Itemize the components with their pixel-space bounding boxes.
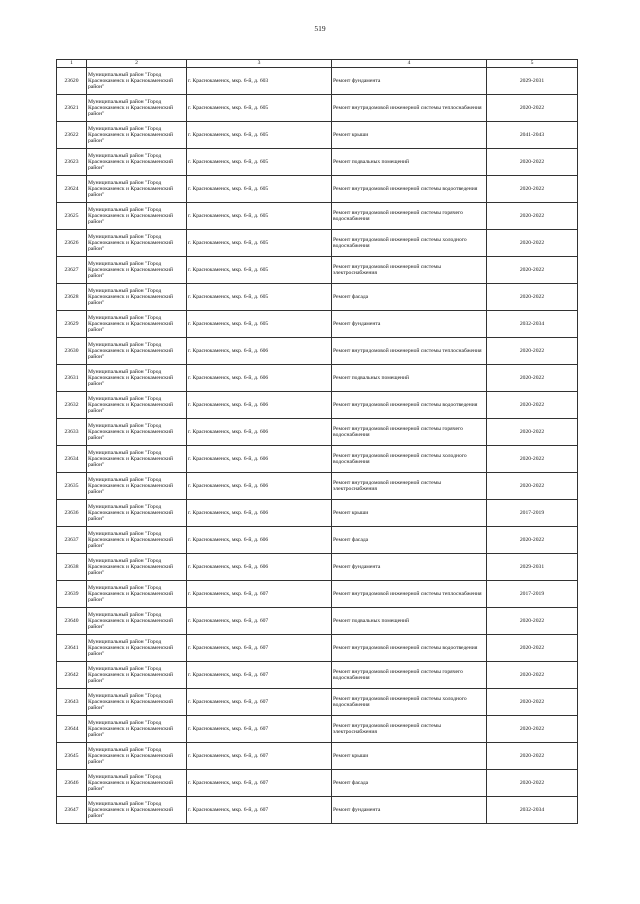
table-row	[57, 797, 578, 824]
row-number-cell: 23632	[57, 392, 87, 419]
table-row	[57, 554, 578, 581]
period-cell: 2020-2022	[487, 392, 578, 419]
table-row	[57, 338, 578, 365]
period-cell: 2020-2022	[487, 473, 578, 500]
period-cell: 2020-2022	[487, 149, 578, 176]
table-row	[57, 581, 578, 608]
address-cell: г. Краснокаменск, мкр. 6-й, д. 605	[187, 176, 332, 203]
period-cell: 2020-2022	[487, 527, 578, 554]
district-cell: Муниципальный район "Город Краснокаменск и Краснокаменский район"	[87, 68, 187, 95]
row-number-cell: 23642	[57, 662, 87, 689]
column-header: 1	[57, 60, 87, 68]
row-number-cell: 23635	[57, 473, 87, 500]
work-type-cell: Ремонт подвальных помещений	[332, 149, 487, 176]
work-type-cell: Ремонт подвальных помещений	[332, 365, 487, 392]
address-cell: г. Краснокаменск, мкр. 6-й, д. 607	[187, 716, 332, 743]
address-cell: г. Краснокаменск, мкр. 6-й, д. 607	[187, 689, 332, 716]
table-row	[57, 446, 578, 473]
row-number-cell: 23627	[57, 257, 87, 284]
row-number-cell: 23624	[57, 176, 87, 203]
row-number-cell: 23645	[57, 743, 87, 770]
district-cell: Муниципальный район "Город Краснокаменск и Краснокаменский район"	[87, 446, 187, 473]
row-number-cell: 23639	[57, 581, 87, 608]
address-cell: г. Краснокаменск, мкр. 6-й, д. 606	[187, 500, 332, 527]
address-cell: г. Краснокаменск, мкр. 6-й, д. 605	[187, 95, 332, 122]
work-type-cell: Ремонт внутридомовой инженерной системы теплоснабжения	[332, 581, 487, 608]
address-cell: г. Краснокаменск, мкр. 6-й, д. 605	[187, 230, 332, 257]
row-number-cell: 23628	[57, 284, 87, 311]
table-row	[57, 284, 578, 311]
address-cell: г. Краснокаменск, мкр. 6-й, д. 606	[187, 365, 332, 392]
address-cell: г. Краснокаменск, мкр. 6-й, д. 605	[187, 311, 332, 338]
row-number-cell: 23626	[57, 230, 87, 257]
row-number-cell: 23622	[57, 122, 87, 149]
district-cell: Муниципальный район "Город Краснокаменск и Краснокаменский район"	[87, 608, 187, 635]
row-number-cell: 23636	[57, 500, 87, 527]
district-cell: Муниципальный район "Город Краснокаменск и Краснокаменский район"	[87, 365, 187, 392]
table-row	[57, 635, 578, 662]
period-cell: 2020-2022	[487, 284, 578, 311]
period-cell: 2020-2022	[487, 743, 578, 770]
work-type-cell: Ремонт фасада	[332, 284, 487, 311]
district-cell: Муниципальный район "Город Краснокаменск и Краснокаменский район"	[87, 419, 187, 446]
address-cell: г. Краснокаменск, мкр. 6-й, д. 607	[187, 662, 332, 689]
district-cell: Муниципальный район "Город Краснокаменск и Краснокаменский район"	[87, 473, 187, 500]
period-cell: 2020-2022	[487, 446, 578, 473]
address-cell: г. Краснокаменск, мкр. 6-й, д. 606	[187, 419, 332, 446]
address-cell: г. Краснокаменск, мкр. 6-й, д. 603	[187, 68, 332, 95]
period-cell: 2020-2022	[487, 95, 578, 122]
address-cell: г. Краснокаменск, мкр. 6-й, д. 607	[187, 581, 332, 608]
work-type-cell: Ремонт внутридомовой инженерной системы горячего водоснабжения	[332, 203, 487, 230]
period-cell: 2020-2022	[487, 365, 578, 392]
district-cell: Муниципальный район "Город Краснокаменск и Краснокаменский район"	[87, 527, 187, 554]
row-number-cell: 23625	[57, 203, 87, 230]
work-type-cell: Ремонт фундамента	[332, 68, 487, 95]
table-row	[57, 230, 578, 257]
table-row	[57, 419, 578, 446]
period-cell: 2029-2031	[487, 554, 578, 581]
address-cell: г. Краснокаменск, мкр. 6-й, д. 605	[187, 284, 332, 311]
period-cell: 2032-2034	[487, 311, 578, 338]
row-number-cell: 23629	[57, 311, 87, 338]
address-cell: г. Краснокаменск, мкр. 6-й, д. 607	[187, 770, 332, 797]
period-cell: 2041-2043	[487, 122, 578, 149]
period-cell: 2017-2019	[487, 500, 578, 527]
period-cell: 2020-2022	[487, 257, 578, 284]
period-cell: 2020-2022	[487, 176, 578, 203]
district-cell: Муниципальный район "Город Краснокаменск и Краснокаменский район"	[87, 284, 187, 311]
district-cell: Муниципальный район "Город Краснокаменск и Краснокаменский район"	[87, 797, 187, 824]
period-cell: 2020-2022	[487, 635, 578, 662]
period-cell: 2020-2022	[487, 230, 578, 257]
column-number-row	[57, 60, 578, 68]
district-cell: Муниципальный район "Город Краснокаменск и Краснокаменский район"	[87, 635, 187, 662]
period-cell: 2020-2022	[487, 203, 578, 230]
district-cell: Муниципальный район "Город Краснокаменск и Краснокаменский район"	[87, 581, 187, 608]
page-number: 519	[314, 24, 326, 33]
district-cell: Муниципальный район "Город Краснокаменск и Краснокаменский район"	[87, 257, 187, 284]
table-row	[57, 527, 578, 554]
row-number-cell: 23633	[57, 419, 87, 446]
address-cell: г. Краснокаменск, мкр. 6-й, д. 607	[187, 743, 332, 770]
district-cell: Муниципальный район "Город Краснокаменск и Краснокаменский район"	[87, 743, 187, 770]
district-cell: Муниципальный район "Город Краснокаменск и Краснокаменский район"	[87, 689, 187, 716]
table-row	[57, 716, 578, 743]
period-cell: 2029-2031	[487, 68, 578, 95]
table-row	[57, 392, 578, 419]
period-cell: 2020-2022	[487, 608, 578, 635]
table-row	[57, 203, 578, 230]
row-number-cell: 23644	[57, 716, 87, 743]
table-row	[57, 365, 578, 392]
table-row	[57, 473, 578, 500]
district-cell: Муниципальный район "Город Краснокаменск и Краснокаменский район"	[87, 392, 187, 419]
district-cell: Муниципальный район "Город Краснокаменск и Краснокаменский район"	[87, 311, 187, 338]
district-cell: Муниципальный район "Город Краснокаменск и Краснокаменский район"	[87, 554, 187, 581]
repair-registry-table	[56, 59, 578, 824]
period-cell: 2017-2019	[487, 581, 578, 608]
row-number-cell: 23643	[57, 689, 87, 716]
district-cell: Муниципальный район "Город Краснокаменск и Краснокаменский район"	[87, 770, 187, 797]
table-row	[57, 500, 578, 527]
table-row	[57, 149, 578, 176]
work-type-cell: Ремонт внутридомовой инженерной системы теплоснабжения	[332, 338, 487, 365]
table-row	[57, 770, 578, 797]
work-type-cell: Ремонт фундамента	[332, 311, 487, 338]
work-type-cell: Ремонт фасада	[332, 527, 487, 554]
row-number-cell: 23638	[57, 554, 87, 581]
column-header: 4	[332, 60, 487, 68]
district-cell: Муниципальный район "Город Краснокаменск и Краснокаменский район"	[87, 203, 187, 230]
period-cell: 2020-2022	[487, 716, 578, 743]
row-number-cell: 23631	[57, 365, 87, 392]
row-number-cell: 23621	[57, 95, 87, 122]
work-type-cell: Ремонт внутридомовой инженерной системы электроснабжения	[332, 257, 487, 284]
address-cell: г. Краснокаменск, мкр. 6-й, д. 605	[187, 122, 332, 149]
work-type-cell: Ремонт внутридомовой инженерной системы горячего водоснабжения	[332, 419, 487, 446]
work-type-cell: Ремонт фундамента	[332, 797, 487, 824]
address-cell: г. Краснокаменск, мкр. 6-й, д. 607	[187, 608, 332, 635]
work-type-cell: Ремонт внутридомовой инженерной системы водоотведения	[332, 176, 487, 203]
district-cell: Муниципальный район "Город Краснокаменск и Краснокаменский район"	[87, 338, 187, 365]
district-cell: Муниципальный район "Город Краснокаменск и Краснокаменский район"	[87, 230, 187, 257]
table-row	[57, 608, 578, 635]
work-type-cell: Ремонт крыши	[332, 500, 487, 527]
address-cell: г. Краснокаменск, мкр. 6-й, д. 606	[187, 527, 332, 554]
row-number-cell: 23647	[57, 797, 87, 824]
table-row	[57, 689, 578, 716]
district-cell: Муниципальный район "Город Краснокаменск и Краснокаменский район"	[87, 176, 187, 203]
period-cell: 2020-2022	[487, 770, 578, 797]
district-cell: Муниципальный район "Город Краснокаменск и Краснокаменский район"	[87, 716, 187, 743]
district-cell: Муниципальный район "Город Краснокаменск и Краснокаменский район"	[87, 662, 187, 689]
period-cell: 2020-2022	[487, 338, 578, 365]
work-type-cell: Ремонт подвальных помещений	[332, 608, 487, 635]
work-type-cell: Ремонт внутридомовой инженерной системы теплоснабжения	[332, 95, 487, 122]
table-row	[57, 311, 578, 338]
period-cell: 2020-2022	[487, 662, 578, 689]
work-type-cell: Ремонт внутридомовой инженерной системы водоотведения	[332, 635, 487, 662]
row-number-cell: 23641	[57, 635, 87, 662]
table-row	[57, 176, 578, 203]
address-cell: г. Краснокаменск, мкр. 6-й, д. 605	[187, 257, 332, 284]
table-row	[57, 743, 578, 770]
work-type-cell: Ремонт фундамента	[332, 554, 487, 581]
period-cell: 2032-2034	[487, 797, 578, 824]
address-cell: г. Краснокаменск, мкр. 6-й, д. 606	[187, 446, 332, 473]
column-header: 3	[187, 60, 332, 68]
work-type-cell: Ремонт внутридомовой инженерной системы электроснабжения	[332, 716, 487, 743]
address-cell: г. Краснокаменск, мкр. 6-й, д. 606	[187, 392, 332, 419]
work-type-cell: Ремонт внутридомовой инженерной системы электроснабжения	[332, 473, 487, 500]
address-cell: г. Краснокаменск, мкр. 6-й, д. 606	[187, 473, 332, 500]
table-row	[57, 662, 578, 689]
district-cell: Муниципальный район "Город Краснокаменск и Краснокаменский район"	[87, 95, 187, 122]
district-cell: Муниципальный район "Город Краснокаменск и Краснокаменский район"	[87, 500, 187, 527]
work-type-cell: Ремонт фасада	[332, 770, 487, 797]
table-row	[57, 95, 578, 122]
row-number-cell: 23637	[57, 527, 87, 554]
work-type-cell: Ремонт внутридомовой инженерной системы холодного водоснабжения	[332, 230, 487, 257]
work-type-cell: Ремонт внутридомовой инженерной системы водоотведения	[332, 392, 487, 419]
work-type-cell: Ремонт внутридомовой инженерной системы холодного водоснабжения	[332, 689, 487, 716]
row-number-cell: 23634	[57, 446, 87, 473]
table-row	[57, 68, 578, 95]
row-number-cell: 23620	[57, 68, 87, 95]
address-cell: г. Краснокаменск, мкр. 6-й, д. 606	[187, 338, 332, 365]
period-cell: 2020-2022	[487, 689, 578, 716]
row-number-cell: 23646	[57, 770, 87, 797]
work-type-cell: Ремонт крыши	[332, 122, 487, 149]
address-cell: г. Краснокаменск, мкр. 6-й, д. 605	[187, 149, 332, 176]
table-row	[57, 257, 578, 284]
column-header: 2	[87, 60, 187, 68]
address-cell: г. Краснокаменск, мкр. 6-й, д. 605	[187, 203, 332, 230]
row-number-cell: 23630	[57, 338, 87, 365]
address-cell: г. Краснокаменск, мкр. 6-й, д. 607	[187, 797, 332, 824]
district-cell: Муниципальный район "Город Краснокаменск и Краснокаменский район"	[87, 149, 187, 176]
column-header: 5	[487, 60, 578, 68]
table-row	[57, 122, 578, 149]
address-cell: г. Краснокаменск, мкр. 6-й, д. 607	[187, 635, 332, 662]
row-number-cell: 23640	[57, 608, 87, 635]
work-type-cell: Ремонт внутридомовой инженерной системы холодного водоснабжения	[332, 446, 487, 473]
row-number-cell: 23623	[57, 149, 87, 176]
work-type-cell: Ремонт внутридомовой инженерной системы горячего водоснабжения	[332, 662, 487, 689]
district-cell: Муниципальный район "Город Краснокаменск и Краснокаменский район"	[87, 122, 187, 149]
period-cell: 2020-2022	[487, 419, 578, 446]
address-cell: г. Краснокаменск, мкр. 6-й, д. 606	[187, 554, 332, 581]
work-type-cell: Ремонт крыши	[332, 743, 487, 770]
